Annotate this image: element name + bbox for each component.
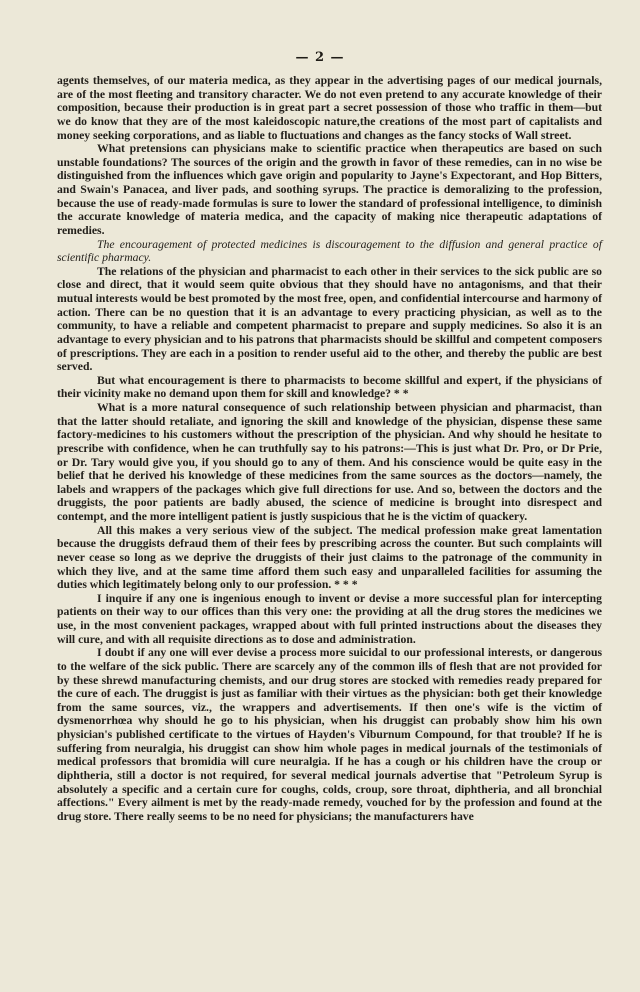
paragraph-8: I doubt if any one will ever devise a process more suicidal to our professional interests, or dangerous to the welfare of the sick public. There are scarcely any of the common ills of flesh that are not provided for by these shrewd manufacturing chemists, and our drug stores are stocked with remedies ready prepared for the cure of each. The druggist is just as familiar with their virtues as the physician: both get their knowledge from the same sources, viz., the wrappers and advertisements. If then one's wife is the victim of dysmenorrhœa why should he go to his physician, when his druggist can probably show him his own physician's published certificate to the virtues of Hayden's Viburnum Compound, for that trouble? If he is suffering from neuralgia, his druggist can show him whole pages in medical journals of the testimonials of medical professors that bromidia will cure neuralgia. If he has a cough or his children have the croup or diphtheria, still a doctor is not required, for several medical journals advertise that "Petroleum Syrup is absolutely a specific and a certain cure for coughs, colds, croup, sore throat, diphtheria, and all bronchial affections." Every ailment is met by the ready-made remedy, vouched for by the profession and found at the drug store. There really seems to be no need for physicians; the manufacturers have (57, 646, 602, 823)
paragraph-2: What pretensions can physicians make to scientific practice when therapeutics are based on such unstable foundations? The sources of the origin and the growth in favor of these remedies, can in no wise be distinguished from the influences which gave origin and popularity to Jayne's Expectorant, and Hop Bitters, and Swain's Panacea, and liver pads, and soothing syrups. The practice is demoralizing to the profession, because the use of ready-made formulas is sure to lower the standard of professional intelligence, to diminish the accurate knowledge of materia medica, and the capacity of making nice therapeutic adaptations of remedies. (57, 142, 602, 237)
page-number: — 2 — (295, 50, 345, 65)
paragraph-5: What is a more natural consequence of such relationship between physician and pharmacist, than that the latter should retaliate, and ignoring the skill and knowledge of the physician, dispense these same factory-medicines to his customers without the prescription of the physician. And why should he hesitate to prescribe with confidence, when he can truthfully say to his patrons:—This is just what Dr. Pro, or Dr Prie, or Dr. Tary would give you, if you should go to any of them. And his conscience would be quite easy in the belief that he derived his knowledge of these medicines from the same sources as the doctors—namely, the labels and wrappers of the packages which give full directions for use. And so, between the doctors and the druggists, the poor patients are badly abused, the science of medicine is brought into disrespect and contempt, and the more intelligent patient is justly suspicious that he is the victim of quackery. (57, 401, 602, 523)
section-heading: The encouragement of protected medicines is discouragement to the diffusion and general practice of scientific pharmacy. (57, 237, 602, 265)
body-text (57, 74, 602, 823)
paragraph-7: I inquire if any one is ingenious enough to invent or devise a more successful plan for intercepting patients on their way to our offices than this very one: the providing at all the drug stores the medicines we use, in the most convenient packages, wrapped about with full printed instructions about the diseases they will cure, and with all requisite directions as to dose and administration. (57, 591, 602, 646)
paragraph-1: agents themselves, of our materia medica, as they appear in the advertising pages of our medical journals, are of the most fleeting and transitory character. We do not even pretend to any accurate knowledge of their composition, because their production is in great part a secret possession of those who traffic in them—but we do know that they are of the most kaleidoscopic nature,the creations of the most part of capitalists and money seeking corporations, and as liable to fluctuations and changes as the fancy stocks of Wall street. (57, 74, 602, 142)
paragraph-3: The relations of the physician and pharmacist to each other in their services to the sick public are so close and direct, that it would seem quite obvious that they should have no antagonisms, and that their mutual interests would be best promoted by the most free, open, and confidential intercourse and harmony of action. There can be no question that it is an advantage to every practicing physician, as well as to the community, to have a reliable and competent pharmacist to prepare and supply medicines. So also it is an advantage to every physician and to his patrons that pharmacists should be skillful and competent composers of prescriptions. They are each in a position to render useful aid to the other, and thereby the public are best served. (57, 264, 602, 374)
paragraph-6: All this makes a very serious view of the subject. The medical profession make great lamentation because the druggists defraud them of their fees by prescribing across the counter. But such complaints will never cease so long as we deprive the druggists of their just claims to the patronage of the community in which they live, and at the same time afford them such easy and unparalleled facilities for assuming the duties which legitimately belong only to our profession. * * * (57, 523, 602, 592)
paragraph-4: But what encouragement is there to pharmacists to become skillful and expert, if the physicians of their vicinity make no demand upon them for skill and knowledge? * * (57, 373, 602, 401)
